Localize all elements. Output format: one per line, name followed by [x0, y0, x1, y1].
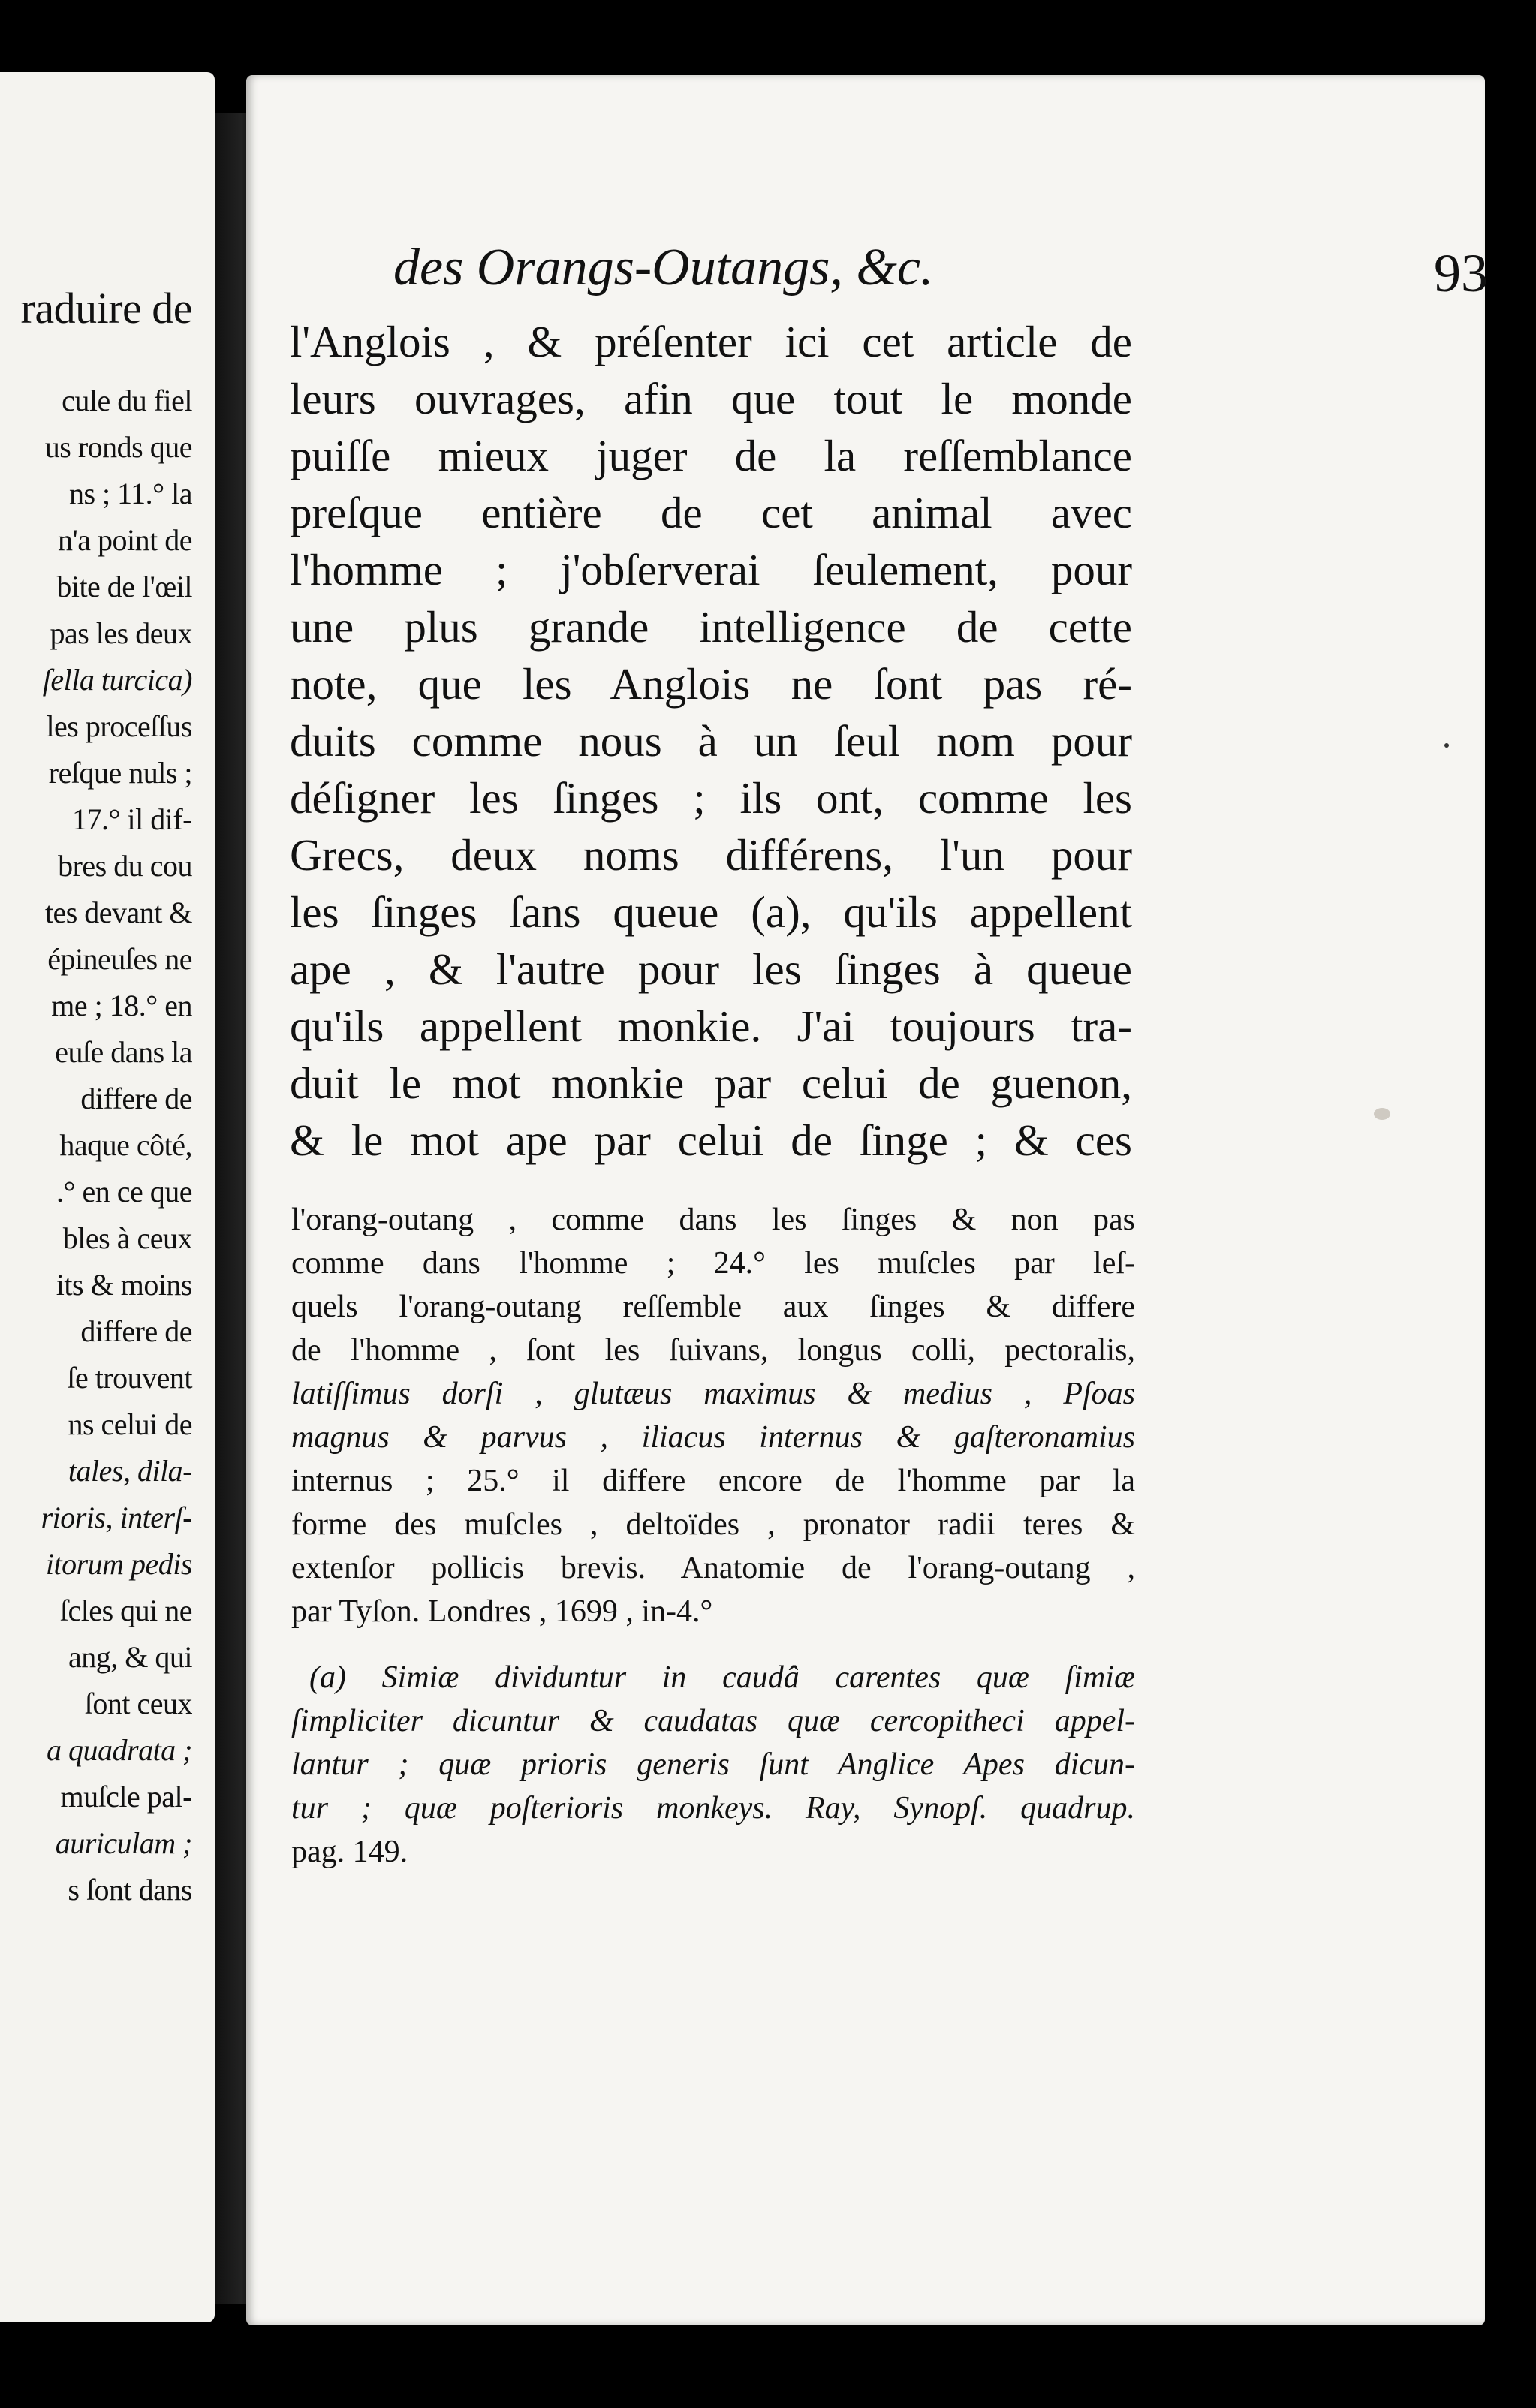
- paper-speck: [1444, 743, 1449, 748]
- page-number: 93: [1434, 243, 1488, 303]
- left-line: auriculam ;: [55, 1826, 192, 1860]
- left-line: a quadrata ;: [47, 1733, 192, 1767]
- footnote-line: ſimpliciter dicuntur & caudatas quæ cercopitheci appel-: [291, 1704, 1135, 1738]
- left-line: ns celui de: [68, 1407, 192, 1441]
- left-line: tales, dila-: [68, 1454, 192, 1488]
- body-line: & le mot ape par celui de ſinge ; & ces: [290, 1115, 1132, 1165]
- footnote-line: lantur ; quæ prioris generis ſunt Anglice Apes dicun-: [291, 1747, 1135, 1782]
- left-line: ſont ceux: [84, 1687, 192, 1720]
- body-line: ape , & l'autre pour les ſinges à queue: [290, 944, 1132, 994]
- left-line: raduire de: [20, 284, 192, 333]
- paper-speck: [1374, 1108, 1390, 1120]
- left-line: tes devant &: [44, 895, 192, 929]
- left-line: épineuſes ne: [47, 942, 192, 976]
- body-line: leurs ouvrages, afin que tout le monde: [290, 374, 1132, 423]
- note-line: de l'homme , ſont les ſuivans, longus colli, pectoralis,: [291, 1333, 1135, 1368]
- left-page-fragment: [0, 72, 215, 2322]
- body-line: les ſinges ſans queue (a), qu'ils appellent: [290, 887, 1132, 937]
- footnote-line: pag. 149.: [291, 1835, 408, 1869]
- body-line: Grecs, deux noms différens, l'un pour: [290, 830, 1132, 880]
- left-line: ſcles qui ne: [59, 1594, 192, 1627]
- body-line: une plus grande intelligence de cette: [290, 602, 1132, 652]
- left-line: haque côté,: [59, 1128, 192, 1162]
- note-line: magnus & parvus , iliacus internus & gaſteronamius: [291, 1420, 1135, 1455]
- body-line: qu'ils appellent monkie. J'ai toujours tra-: [290, 1001, 1132, 1051]
- left-line: itorum pedis: [45, 1547, 192, 1581]
- left-line: its & moins: [56, 1268, 192, 1302]
- left-line: .° en ce que: [56, 1175, 192, 1209]
- footnote-line: (a) Simiæ dividuntur in caudâ carentes quæ ſimiæ: [309, 1660, 1135, 1695]
- note-line: l'orang-outang , comme dans les ſinges & non pas: [291, 1202, 1135, 1237]
- note-line: forme des muſcles , deltoïdes , pronator radii teres &: [291, 1507, 1135, 1542]
- left-line: ſe trouvent: [67, 1361, 192, 1395]
- body-line: puiſſe mieux juger de la reſſemblance: [290, 431, 1132, 480]
- note-line: latiſſimus dorſi , glutæus maximus & medius , Pſoas: [291, 1377, 1135, 1411]
- left-line: reſque nuls ;: [48, 756, 192, 790]
- body-line: duit le mot monkie par celui de guenon,: [290, 1058, 1132, 1108]
- left-line: n'a point de: [58, 523, 192, 557]
- left-line: ang, & qui: [68, 1640, 192, 1674]
- note-line: par Tyſon. Londres , 1699 , in-4.°: [291, 1594, 713, 1629]
- note-line: extenſor pollicis brevis. Anatomie de l'orang-outang ,: [291, 1551, 1135, 1585]
- book-page: [246, 75, 1488, 2325]
- note-line: internus ; 25.° il differe encore de l'homme par la: [291, 1464, 1135, 1498]
- left-line: rioris, interſ-: [41, 1500, 192, 1534]
- note-line: quels l'orang-outang reſſemble aux ſinges & differe: [291, 1290, 1135, 1324]
- left-line: pas les deux: [50, 616, 192, 650]
- left-line: ſella turcica): [42, 663, 192, 697]
- left-line: bles à ceux: [62, 1221, 192, 1255]
- left-line: differe de: [80, 1082, 192, 1115]
- left-line: bite de l'œil: [56, 570, 192, 604]
- left-line: s ſont dans: [68, 1873, 192, 1907]
- left-line: euſe dans la: [55, 1035, 192, 1069]
- running-head: des Orangs-Outangs, &c.: [393, 239, 934, 296]
- left-line: me ; 18.° en: [51, 989, 192, 1022]
- body-line: l'homme ; j'obſerverai ſeulement, pour: [290, 545, 1132, 594]
- left-line: bres du cou: [58, 849, 192, 883]
- body-line: note, que les Anglois ne ſont pas ré-: [290, 659, 1132, 709]
- footnote-line: tur ; quæ poſterioris monkeys. Ray, Synopſ. quadrup.: [291, 1791, 1135, 1826]
- left-line: us ronds que: [44, 430, 192, 464]
- left-page-lines: [0, 72, 215, 2322]
- left-line: 17.° il dif-: [72, 802, 192, 836]
- body-line: preſque entière de cet animal avec: [290, 488, 1132, 537]
- left-line: ns ; 11.° la: [68, 477, 192, 510]
- body-line: l'Anglois , & préſenter ici cet article de: [290, 317, 1132, 366]
- left-line: cule du fiel: [62, 384, 192, 417]
- note-line: comme dans l'homme ; 24.° les muſcles par leſ-: [291, 1246, 1135, 1281]
- body-line: duits comme nous à un ſeul nom pour: [290, 716, 1132, 766]
- left-line: differe de: [80, 1314, 192, 1348]
- left-line: muſcle pal-: [60, 1780, 192, 1814]
- left-line: les proceſſus: [46, 709, 192, 743]
- body-line: déſigner les ſinges ; ils ont, comme les: [290, 773, 1132, 823]
